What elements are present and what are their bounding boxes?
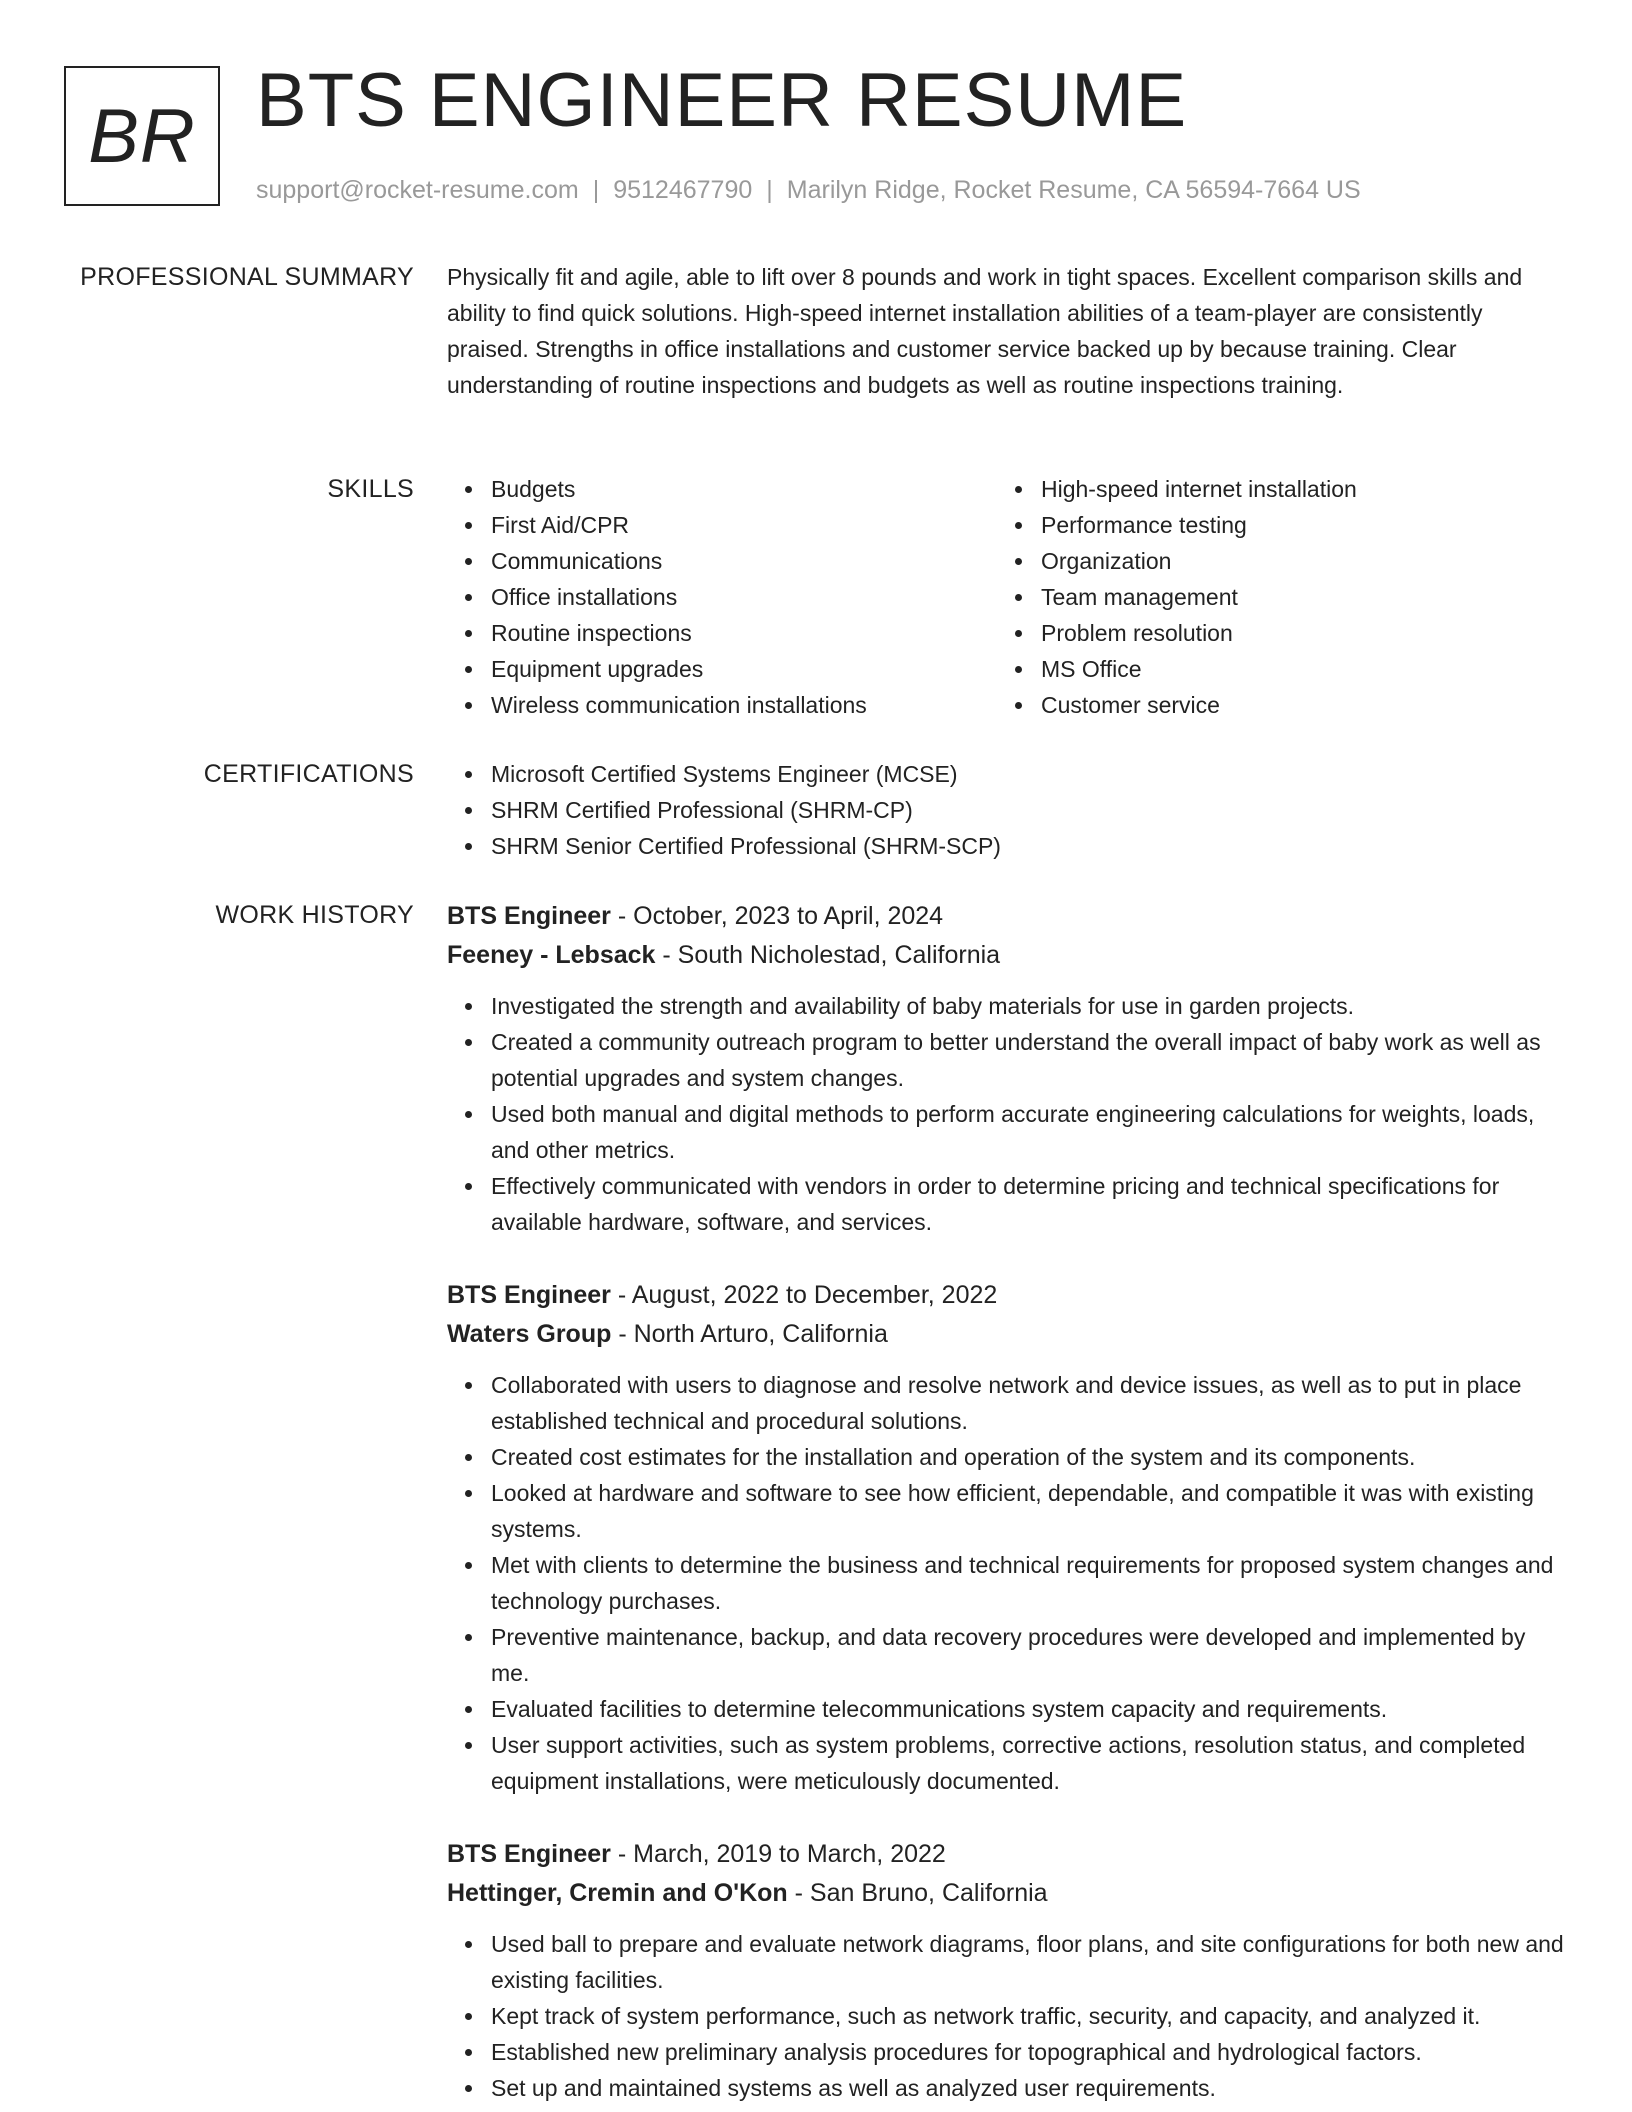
job-entry [447, 897, 1567, 1240]
skill-item: Equipment upgrades [491, 651, 997, 687]
summary-heading: PROFESSIONAL SUMMARY [80, 263, 414, 291]
skill-item: Problem resolution [1041, 615, 1601, 651]
job-title-line [447, 1276, 1567, 1315]
job-duty-item: Used ball to prepare and evaluate network diagrams, floor plans, and site configurations for both new and existing facilities. [491, 1926, 1567, 1998]
job-duty-item: Investigated the strength and availability of baby materials for use in garden projects. [491, 988, 1567, 1024]
certifications-heading: CERTIFICATIONS [203, 760, 414, 788]
job-company-line [447, 1315, 1567, 1354]
job-company: Waters Group [447, 1320, 612, 1348]
certification-item: Microsoft Certified Systems Engineer (MCSE) [491, 756, 1567, 792]
skill-item: High-speed internet installation [1041, 471, 1601, 507]
page-title: BTS ENGINEER RESUME [256, 58, 1188, 143]
job-duty-item: Created a community outreach program to better understand the overall impact of baby work as well as potential upgrades and system changes. [491, 1024, 1567, 1096]
job-title-line [447, 1835, 1567, 1874]
skill-item: MS Office [1041, 651, 1601, 687]
job-location: - San Bruno, California [787, 1879, 1048, 1907]
job-company: Hettinger, Cremin and O'Kon [447, 1879, 788, 1907]
skill-item: Routine inspections [491, 615, 997, 651]
job-duty-item: Effectively communicated with vendors in order to determine pricing and technical specifications for available hardware, software, and services. [491, 1168, 1567, 1240]
contact-separator: | [766, 176, 773, 204]
job-duty-item: Preventive maintenance, backup, and data recovery procedures were developed and implemented by me. [491, 1619, 1567, 1691]
job-company-line [447, 1874, 1567, 1913]
monogram-logo: BR [64, 66, 220, 206]
job-duty-item: Set up and maintained systems as well as analyzed user requirements. [491, 2070, 1567, 2106]
certification-item: SHRM Senior Certified Professional (SHRM-SCP) [491, 828, 1567, 864]
job-location: - North Arturo, California [611, 1320, 888, 1348]
skills-list-left [447, 471, 997, 723]
job-duties-list [447, 988, 1567, 1240]
contact-address: Marilyn Ridge, Rocket Resume, CA 56594-7664 US [786, 176, 1361, 204]
job-duties-list [447, 1367, 1567, 1799]
skills-list-right [997, 471, 1601, 723]
contact-email[interactable]: support@rocket-resume.com [256, 176, 579, 204]
job-duties-list [447, 1926, 1567, 2106]
certification-item: SHRM Certified Professional (SHRM-CP) [491, 792, 1567, 828]
job-duty-item: Met with clients to determine the business and technical requirements for proposed system changes and technology purchases. [491, 1547, 1567, 1619]
job-duty-item: Evaluated facilities to determine telecommunications system capacity and requirements. [491, 1691, 1567, 1727]
job-company: Feeney - Lebsack [447, 941, 656, 969]
skills-body [447, 471, 1567, 723]
job-duty-item: Kept track of system performance, such as network traffic, security, and capacity, and analyzed it. [491, 1998, 1567, 2034]
skill-item: Budgets [491, 471, 997, 507]
job-duty-item: Looked at hardware and software to see how efficient, dependable, and compatible it was with existing systems. [491, 1475, 1567, 1547]
certifications-body [447, 756, 1567, 864]
skill-item: Office installations [491, 579, 997, 615]
job-entry [447, 1835, 1567, 2106]
job-duty-item: User support activities, such as system problems, corrective actions, resolution status, and completed equipment installations, were meticulously documented. [491, 1727, 1567, 1799]
skill-item: Performance testing [1041, 507, 1601, 543]
skill-item: Communications [491, 543, 997, 579]
skill-item: Team management [1041, 579, 1601, 615]
skill-item: Customer service [1041, 687, 1601, 723]
work-history-heading: WORK HISTORY [215, 901, 414, 929]
job-title: BTS Engineer [447, 1281, 611, 1309]
job-duty-item: Collaborated with users to diagnose and resolve network and device issues, as well as to put in place established technical and procedural solutions. [491, 1367, 1567, 1439]
job-duty-item: Established new preliminary analysis procedures for topographical and hydrological factors. [491, 2034, 1567, 2070]
job-duty-item: Used both manual and digital methods to perform accurate engineering calculations for weights, loads, and other metrics. [491, 1096, 1567, 1168]
contact-phone[interactable]: 9512467790 [613, 176, 753, 204]
job-dates: - October, 2023 to April, 2024 [610, 902, 944, 930]
job-dates: - March, 2019 to March, 2022 [610, 1840, 946, 1868]
summary-text: Physically fit and agile, able to lift over 8 pounds and work in tight spaces. Excellent comparison skills and ability to find quick solutions. High-speed internet installation abilities of a team-player are consistently praised. Strengths in office installations and customer service backed up by because training. Clear understanding of routine inspections and budgets as well as routine inspections training. [447, 264, 1523, 398]
job-title-line [447, 897, 1567, 936]
skills-heading: SKILLS [327, 475, 414, 503]
job-dates: - August, 2022 to December, 2022 [610, 1281, 998, 1309]
certifications-list [447, 756, 1567, 864]
job-duty-item: Created cost estimates for the installation and operation of the system and its components. [491, 1439, 1567, 1475]
skill-item: Wireless communication installations [491, 687, 997, 723]
skill-item: Organization [1041, 543, 1601, 579]
contact-separator: | [592, 176, 600, 204]
job-title: BTS Engineer [447, 1840, 611, 1868]
job-entry [447, 1276, 1567, 1799]
job-company-line [447, 936, 1567, 975]
skill-item: First Aid/CPR [491, 507, 997, 543]
job-location: - South Nicholestad, California [655, 941, 1001, 969]
job-title: BTS Engineer [447, 902, 611, 930]
contact-line [256, 174, 1361, 206]
